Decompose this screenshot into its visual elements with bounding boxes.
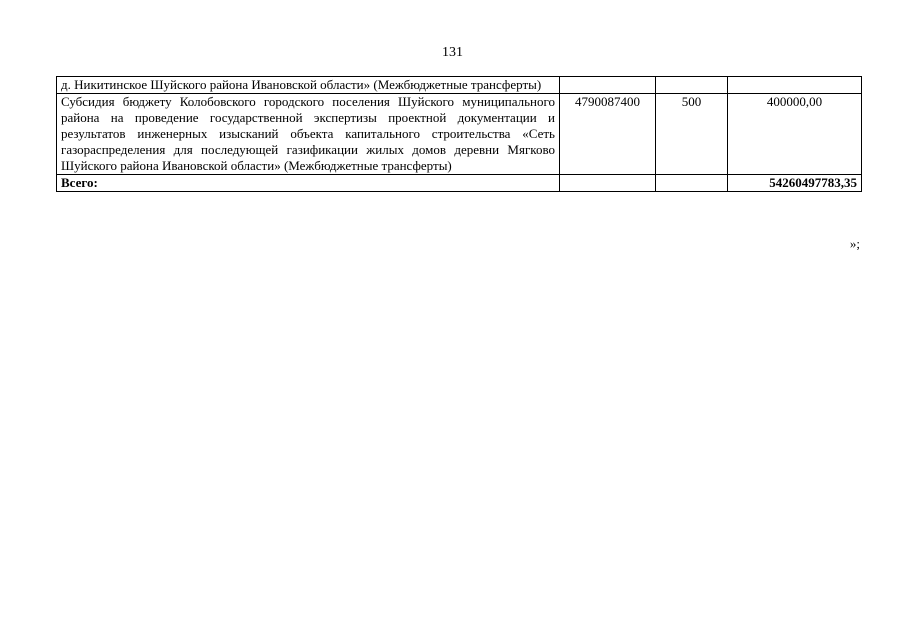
total-code-cell xyxy=(560,175,656,192)
table-row xyxy=(57,77,862,94)
amount-cell: 400000,00 xyxy=(728,94,862,175)
total-label: Всего: xyxy=(57,175,560,192)
expense-type-cell: 500 xyxy=(656,94,728,175)
page-number: 131 xyxy=(442,45,463,60)
expense-type-cell xyxy=(656,77,728,94)
total-type-cell xyxy=(656,175,728,192)
expense-name-cell: Субсидия бюджету Колобовского городского поселения Шуйского муниципального района на проведение государственной экспертизы проектной документации и результатов инженерных изысканий объекта капитального строительства «Сеть газораспределения для последующей газификации жилых домов деревни Мягково Шуйского района Ивановской области» (Межбюджетные трансферты) xyxy=(57,94,560,175)
total-amount: 54260497783,35 xyxy=(728,175,862,192)
budget-table xyxy=(56,76,862,192)
target-article-cell xyxy=(560,77,656,94)
expense-name-cell: д. Никитинское Шуйского района Ивановской области» (Межбюджетные трансферты) xyxy=(57,77,560,94)
amount-cell xyxy=(728,77,862,94)
closing-quote-mark: »; xyxy=(849,236,860,251)
target-article-cell: 4790087400 xyxy=(560,94,656,175)
table-row xyxy=(57,94,862,175)
total-row xyxy=(57,175,862,192)
